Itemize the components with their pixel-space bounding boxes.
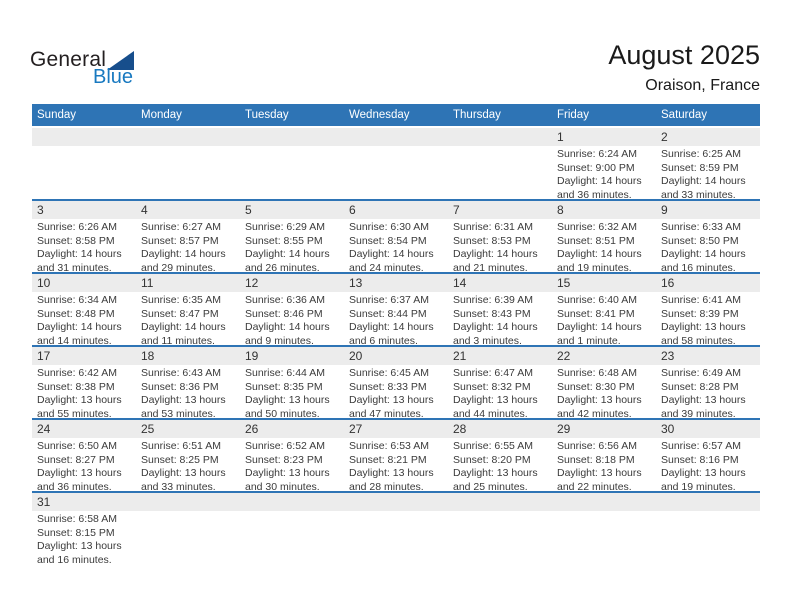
day-details xyxy=(552,511,656,513)
calendar-day-cell xyxy=(552,420,656,491)
daylight-text: Daylight: 14 hours and 11 minutes. xyxy=(141,321,226,345)
week-row xyxy=(32,274,760,347)
calendar-day-cell xyxy=(552,274,656,345)
calendar-day-cell xyxy=(448,274,552,345)
calendar-day-cell xyxy=(136,274,240,345)
daylight-text: Daylight: 13 hours and 22 minutes. xyxy=(557,467,642,491)
sunrise-text: Sunrise: 6:24 AM xyxy=(557,148,637,160)
day-number: 12 xyxy=(240,274,344,292)
sunrise-text: Sunrise: 6:51 AM xyxy=(141,440,221,452)
day-details xyxy=(552,219,656,272)
week-row xyxy=(32,347,760,420)
sunrise-text: Sunrise: 6:34 AM xyxy=(37,294,117,306)
day-number: 25 xyxy=(136,420,240,438)
general-blue-logo xyxy=(30,50,134,87)
sunset-text: Sunset: 8:41 PM xyxy=(557,307,635,320)
sunrise-text: Sunrise: 6:39 AM xyxy=(453,294,533,306)
daylight-text: Daylight: 14 hours and 36 minutes. xyxy=(557,175,642,199)
sunrise-text: Sunrise: 6:45 AM xyxy=(349,367,429,379)
daylight-text: Daylight: 14 hours and 9 minutes. xyxy=(245,321,330,345)
sunset-text: Sunset: 8:46 PM xyxy=(245,307,323,320)
sunrise-text: Sunrise: 6:33 AM xyxy=(661,221,741,233)
calendar-day-cell xyxy=(240,493,344,564)
day-details xyxy=(32,438,136,491)
day-number: 1 xyxy=(552,128,656,146)
sunrise-text: Sunrise: 6:44 AM xyxy=(245,367,325,379)
day-number xyxy=(240,493,344,511)
calendar-day-cell xyxy=(136,201,240,272)
day-number: 8 xyxy=(552,201,656,219)
day-details xyxy=(448,292,552,345)
sunrise-text: Sunrise: 6:37 AM xyxy=(349,294,429,306)
sunset-text: Sunset: 8:47 PM xyxy=(141,307,219,320)
sunset-text: Sunset: 8:28 PM xyxy=(661,380,739,393)
week-row xyxy=(32,420,760,493)
day-details xyxy=(136,511,240,513)
day-number: 4 xyxy=(136,201,240,219)
day-details xyxy=(32,292,136,345)
day-details xyxy=(136,438,240,491)
calendar-day-cell xyxy=(344,201,448,272)
day-number: 16 xyxy=(656,274,760,292)
sunset-text: Sunset: 8:15 PM xyxy=(37,526,115,539)
calendar-day-cell xyxy=(656,493,760,564)
sunrise-text: Sunrise: 6:57 AM xyxy=(661,440,741,452)
day-number: 9 xyxy=(656,201,760,219)
day-number: 10 xyxy=(32,274,136,292)
weekday-thursday: Thursday xyxy=(453,109,501,121)
day-details xyxy=(344,146,448,148)
day-number: 15 xyxy=(552,274,656,292)
sunrise-text: Sunrise: 6:27 AM xyxy=(141,221,221,233)
day-number xyxy=(32,128,136,146)
day-details xyxy=(344,292,448,345)
calendar-day-cell xyxy=(240,347,344,418)
day-number: 27 xyxy=(344,420,448,438)
day-number: 7 xyxy=(448,201,552,219)
day-number: 30 xyxy=(656,420,760,438)
calendar-day-cell xyxy=(32,274,136,345)
daylight-text: Daylight: 14 hours and 33 minutes. xyxy=(661,175,746,199)
day-details xyxy=(552,438,656,491)
daylight-text: Daylight: 14 hours and 6 minutes. xyxy=(349,321,434,345)
sunrise-text: Sunrise: 6:58 AM xyxy=(37,513,117,525)
day-number: 21 xyxy=(448,347,552,365)
sunrise-text: Sunrise: 6:48 AM xyxy=(557,367,637,379)
day-details xyxy=(344,365,448,418)
sunrise-text: Sunrise: 6:35 AM xyxy=(141,294,221,306)
day-number: 29 xyxy=(552,420,656,438)
day-details xyxy=(32,365,136,418)
calendar-day-cell xyxy=(136,493,240,564)
calendar-day-cell xyxy=(552,201,656,272)
day-number xyxy=(448,493,552,511)
day-details xyxy=(32,219,136,272)
week-row xyxy=(32,493,760,564)
calendar-weeks xyxy=(32,128,760,564)
calendar-day-cell xyxy=(448,347,552,418)
daylight-text: Daylight: 13 hours and 39 minutes. xyxy=(661,394,746,418)
day-details xyxy=(240,146,344,148)
day-details xyxy=(136,292,240,345)
day-details xyxy=(240,219,344,272)
sunset-text: Sunset: 8:50 PM xyxy=(661,234,739,247)
sunrise-text: Sunrise: 6:53 AM xyxy=(349,440,429,452)
day-number: 23 xyxy=(656,347,760,365)
sunset-text: Sunset: 8:59 PM xyxy=(661,161,739,174)
sunset-text: Sunset: 8:23 PM xyxy=(245,453,323,466)
day-number: 19 xyxy=(240,347,344,365)
day-number xyxy=(552,493,656,511)
calendar-day-cell xyxy=(344,347,448,418)
sunrise-text: Sunrise: 6:40 AM xyxy=(557,294,637,306)
sunrise-text: Sunrise: 6:30 AM xyxy=(349,221,429,233)
day-details xyxy=(656,511,760,513)
daylight-text: Daylight: 13 hours and 19 minutes. xyxy=(661,467,746,491)
day-details xyxy=(136,219,240,272)
weekday-saturday: Saturday xyxy=(661,109,708,121)
day-details xyxy=(552,365,656,418)
sunrise-text: Sunrise: 6:47 AM xyxy=(453,367,533,379)
daylight-text: Daylight: 13 hours and 53 minutes. xyxy=(141,394,226,418)
calendar-day-cell xyxy=(448,201,552,272)
sunset-text: Sunset: 8:36 PM xyxy=(141,380,219,393)
calendar-day-cell xyxy=(136,347,240,418)
day-details xyxy=(552,292,656,345)
calendar-day-cell xyxy=(656,347,760,418)
day-details xyxy=(448,438,552,491)
day-number: 14 xyxy=(448,274,552,292)
daylight-text: Daylight: 13 hours and 30 minutes. xyxy=(245,467,330,491)
day-details xyxy=(656,292,760,345)
sunrise-text: Sunrise: 6:41 AM xyxy=(661,294,741,306)
sunrise-text: Sunrise: 6:42 AM xyxy=(37,367,117,379)
daylight-text: Daylight: 14 hours and 3 minutes. xyxy=(453,321,538,345)
day-number: 5 xyxy=(240,201,344,219)
sunset-text: Sunset: 8:44 PM xyxy=(349,307,427,320)
calendar-day-cell xyxy=(344,420,448,491)
daylight-text: Daylight: 13 hours and 47 minutes. xyxy=(349,394,434,418)
daylight-text: Daylight: 14 hours and 14 minutes. xyxy=(37,321,122,345)
calendar-day-cell xyxy=(552,347,656,418)
weekday-monday: Monday xyxy=(141,109,182,121)
day-number xyxy=(344,128,448,146)
daylight-text: Daylight: 13 hours and 44 minutes. xyxy=(453,394,538,418)
calendar-table xyxy=(32,104,760,564)
daylight-text: Daylight: 13 hours and 55 minutes. xyxy=(37,394,122,418)
day-details xyxy=(448,146,552,148)
weekday-sunday: Sunday xyxy=(37,109,77,121)
calendar-day-cell xyxy=(344,128,448,199)
daylight-text: Daylight: 14 hours and 29 minutes. xyxy=(141,248,226,272)
day-details xyxy=(240,365,344,418)
week-row xyxy=(32,128,760,201)
calendar-day-cell xyxy=(448,420,552,491)
daylight-text: Daylight: 14 hours and 21 minutes. xyxy=(453,248,538,272)
weekday-wednesday: Wednesday xyxy=(349,109,410,121)
calendar-day-cell xyxy=(656,274,760,345)
sunset-text: Sunset: 8:18 PM xyxy=(557,453,635,466)
daylight-text: Daylight: 14 hours and 1 minute. xyxy=(557,321,642,345)
sunrise-text: Sunrise: 6:56 AM xyxy=(557,440,637,452)
weekday-friday: Friday xyxy=(557,109,589,121)
sunrise-text: Sunrise: 6:36 AM xyxy=(245,294,325,306)
sunset-text: Sunset: 8:20 PM xyxy=(453,453,531,466)
calendar-day-cell xyxy=(136,128,240,199)
sunset-text: Sunset: 8:35 PM xyxy=(245,380,323,393)
sunrise-text: Sunrise: 6:32 AM xyxy=(557,221,637,233)
day-number: 28 xyxy=(448,420,552,438)
day-details xyxy=(344,219,448,272)
day-number: 26 xyxy=(240,420,344,438)
day-details xyxy=(136,365,240,418)
daylight-text: Daylight: 13 hours and 16 minutes. xyxy=(37,540,122,564)
day-number: 24 xyxy=(32,420,136,438)
day-number xyxy=(240,128,344,146)
sunset-text: Sunset: 8:21 PM xyxy=(349,453,427,466)
sunset-text: Sunset: 8:25 PM xyxy=(141,453,219,466)
day-details xyxy=(240,438,344,491)
sunset-text: Sunset: 8:54 PM xyxy=(349,234,427,247)
sunset-text: Sunset: 8:55 PM xyxy=(245,234,323,247)
day-number xyxy=(656,493,760,511)
day-details xyxy=(32,146,136,148)
calendar-day-cell xyxy=(240,274,344,345)
sunset-text: Sunset: 8:32 PM xyxy=(453,380,531,393)
day-number: 11 xyxy=(136,274,240,292)
sunset-text: Sunset: 8:39 PM xyxy=(661,307,739,320)
location-subtitle: Oraison, France xyxy=(645,77,760,94)
day-details xyxy=(656,365,760,418)
sunset-text: Sunset: 8:58 PM xyxy=(37,234,115,247)
day-number: 17 xyxy=(32,347,136,365)
calendar-day-cell xyxy=(32,201,136,272)
logo-text-general: General xyxy=(30,48,107,71)
calendar-day-cell xyxy=(32,493,136,564)
day-details xyxy=(344,511,448,513)
calendar-day-cell xyxy=(344,493,448,564)
sunset-text: Sunset: 8:51 PM xyxy=(557,234,635,247)
day-number: 2 xyxy=(656,128,760,146)
day-details xyxy=(344,438,448,491)
day-details xyxy=(448,219,552,272)
daylight-text: Daylight: 13 hours and 36 minutes. xyxy=(37,467,122,491)
sunrise-text: Sunrise: 6:26 AM xyxy=(37,221,117,233)
calendar-day-cell xyxy=(656,201,760,272)
day-number: 31 xyxy=(32,493,136,511)
sunset-text: Sunset: 8:43 PM xyxy=(453,307,531,320)
sunset-text: Sunset: 8:57 PM xyxy=(141,234,219,247)
logo-text-blue: Blue xyxy=(93,66,134,88)
sunrise-text: Sunrise: 6:55 AM xyxy=(453,440,533,452)
day-details xyxy=(656,438,760,491)
daylight-text: Daylight: 14 hours and 16 minutes. xyxy=(661,248,746,272)
calendar-day-cell xyxy=(240,201,344,272)
calendar-day-cell xyxy=(552,128,656,199)
sunset-text: Sunset: 8:38 PM xyxy=(37,380,115,393)
sunrise-text: Sunrise: 6:25 AM xyxy=(661,148,741,160)
sunset-text: Sunset: 9:00 PM xyxy=(557,161,635,174)
sunset-text: Sunset: 8:33 PM xyxy=(349,380,427,393)
calendar-day-cell xyxy=(240,128,344,199)
day-number xyxy=(344,493,448,511)
title-block xyxy=(608,40,760,95)
day-details xyxy=(136,146,240,148)
day-details xyxy=(448,511,552,513)
calendar-day-cell xyxy=(240,420,344,491)
daylight-text: Daylight: 13 hours and 28 minutes. xyxy=(349,467,434,491)
sunrise-text: Sunrise: 6:29 AM xyxy=(245,221,325,233)
calendar-day-cell xyxy=(32,128,136,199)
calendar-day-cell xyxy=(32,347,136,418)
calendar-day-cell xyxy=(136,420,240,491)
day-number: 20 xyxy=(344,347,448,365)
day-number xyxy=(136,128,240,146)
sunrise-text: Sunrise: 6:31 AM xyxy=(453,221,533,233)
calendar-day-cell xyxy=(552,493,656,564)
day-number: 3 xyxy=(32,201,136,219)
day-number: 22 xyxy=(552,347,656,365)
day-number: 18 xyxy=(136,347,240,365)
daylight-text: Daylight: 13 hours and 58 minutes. xyxy=(661,321,746,345)
daylight-text: Daylight: 13 hours and 50 minutes. xyxy=(245,394,330,418)
daylight-text: Daylight: 13 hours and 33 minutes. xyxy=(141,467,226,491)
day-details xyxy=(240,511,344,513)
sunrise-text: Sunrise: 6:49 AM xyxy=(661,367,741,379)
day-details xyxy=(448,365,552,418)
daylight-text: Daylight: 13 hours and 25 minutes. xyxy=(453,467,538,491)
day-details xyxy=(240,292,344,345)
week-row xyxy=(32,201,760,274)
day-number: 6 xyxy=(344,201,448,219)
daylight-text: Daylight: 13 hours and 42 minutes. xyxy=(557,394,642,418)
sunset-text: Sunset: 8:30 PM xyxy=(557,380,635,393)
sunset-text: Sunset: 8:27 PM xyxy=(37,453,115,466)
day-number xyxy=(448,128,552,146)
day-details xyxy=(552,146,656,199)
sunrise-text: Sunrise: 6:52 AM xyxy=(245,440,325,452)
calendar-day-cell xyxy=(656,420,760,491)
calendar-day-cell xyxy=(32,420,136,491)
daylight-text: Daylight: 14 hours and 26 minutes. xyxy=(245,248,330,272)
sunset-text: Sunset: 8:16 PM xyxy=(661,453,739,466)
page-title: August 2025 xyxy=(608,40,760,70)
sunset-text: Sunset: 8:48 PM xyxy=(37,307,115,320)
calendar-day-cell xyxy=(448,128,552,199)
sunrise-text: Sunrise: 6:43 AM xyxy=(141,367,221,379)
weekday-tuesday: Tuesday xyxy=(245,109,289,121)
weekday-header-row xyxy=(32,104,760,126)
sunset-text: Sunset: 8:53 PM xyxy=(453,234,531,247)
daylight-text: Daylight: 14 hours and 31 minutes. xyxy=(37,248,122,272)
day-details xyxy=(656,219,760,272)
daylight-text: Daylight: 14 hours and 24 minutes. xyxy=(349,248,434,272)
day-details xyxy=(656,146,760,199)
day-number xyxy=(136,493,240,511)
calendar-day-cell xyxy=(448,493,552,564)
calendar-day-cell xyxy=(344,274,448,345)
day-details xyxy=(32,511,136,564)
day-number: 13 xyxy=(344,274,448,292)
calendar-day-cell xyxy=(656,128,760,199)
sunrise-text: Sunrise: 6:50 AM xyxy=(37,440,117,452)
daylight-text: Daylight: 14 hours and 19 minutes. xyxy=(557,248,642,272)
